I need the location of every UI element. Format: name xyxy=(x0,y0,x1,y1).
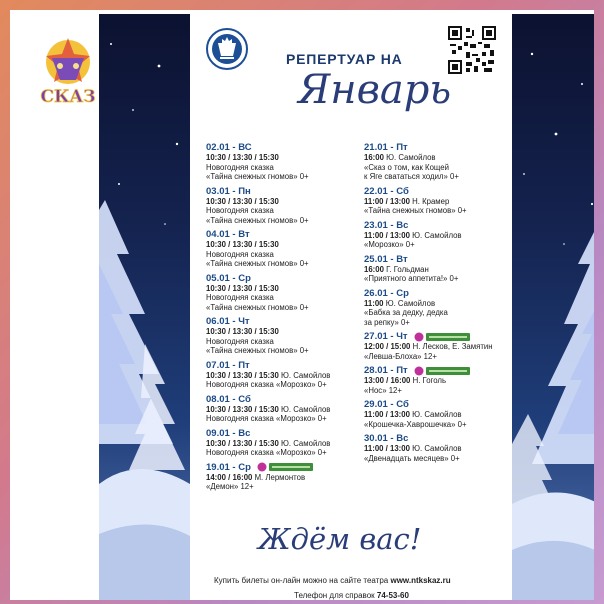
pushkin-card-icon xyxy=(414,332,472,342)
entry-show: «Крошечка-Хаврошечка» 0+ xyxy=(364,419,467,429)
entry-date-text: 26.01 - Ср xyxy=(364,287,409,299)
entry-time: 10:30 / 13:30 / 15:30 xyxy=(206,370,279,380)
entry-show: Новогодняя сказка xyxy=(206,206,274,215)
entry-date xyxy=(364,365,516,376)
entry-times xyxy=(206,405,358,415)
schedule-entry xyxy=(206,186,358,226)
pushkin-card-icon xyxy=(257,462,315,472)
schedule-entry xyxy=(364,365,516,395)
entry-date-text: 23.01 - Вс xyxy=(364,219,409,231)
entry-times xyxy=(364,299,516,309)
entry-date xyxy=(364,220,516,231)
entry-times xyxy=(364,197,516,207)
entry-times xyxy=(206,153,358,163)
entry-date xyxy=(364,433,516,444)
entry-show: Новогодняя сказка «Морозко» 0+ xyxy=(206,448,327,457)
entry-show: «Морозко» 0+ xyxy=(364,240,415,249)
entry-show: Новогодняя сказка xyxy=(206,293,274,302)
entry-date-text: 04.01 - Вт xyxy=(206,229,250,240)
poster-frame xyxy=(10,10,594,600)
entry-show: Новогодняя сказка «Морозко» 0+ xyxy=(206,414,327,423)
entry-time: 10:30 / 13:30 / 15:30 xyxy=(206,327,279,336)
entry-date xyxy=(364,331,516,342)
phone-number: 74-53-60 xyxy=(376,591,409,600)
entry-author: Ю. Самойлов xyxy=(281,404,331,414)
schedule-entry xyxy=(364,254,516,284)
entry-date xyxy=(206,186,358,197)
entry-show: за репку» 0+ xyxy=(364,317,410,327)
entry-date-text: 21.01 - Пт xyxy=(364,142,408,153)
entry-date xyxy=(364,142,516,153)
entry-time: 10:30 / 13:30 / 15:30 xyxy=(206,196,279,206)
schedule-entry xyxy=(206,462,358,492)
entry-times xyxy=(206,371,358,381)
entry-time: 10:30 / 13:30 / 15:30 xyxy=(206,404,279,414)
entry-times xyxy=(364,153,516,163)
month-title: Январь xyxy=(298,67,452,113)
entry-show: «Тайна снежных гномов» 0+ xyxy=(206,259,309,268)
schedule-entry xyxy=(206,428,358,458)
entry-times xyxy=(364,231,516,241)
entry-date-text: 08.01 - Сб xyxy=(206,393,251,405)
entry-times xyxy=(206,439,358,449)
welcome-text: Ждём вас! xyxy=(258,522,422,556)
entry-author: Ю. Самойлов xyxy=(412,410,462,419)
entry-time: 10:30 / 13:30 / 15:30 xyxy=(206,153,279,162)
schedule-entry xyxy=(364,186,516,216)
entry-show: «Тайна снежных гномов» 0+ xyxy=(206,302,309,312)
skaz-logo xyxy=(32,32,104,106)
pushkin-card-icon xyxy=(414,366,472,376)
entry-times xyxy=(206,240,358,250)
entry-time: 11:00 / 13:00 xyxy=(364,196,410,206)
entry-author: Ю. Самойлов xyxy=(412,230,462,240)
entry-date-text: 03.01 - Пн xyxy=(206,185,251,197)
schedule-entry xyxy=(364,433,516,463)
entry-time: 11:00 / 13:00 xyxy=(364,410,410,419)
entry-times xyxy=(206,327,358,337)
entry-time: 16:00 xyxy=(364,264,384,274)
schedule-column-right xyxy=(364,142,516,467)
entry-date xyxy=(206,316,358,327)
schedule-entry xyxy=(364,142,516,182)
entry-times xyxy=(364,410,516,420)
poster-title: РЕПЕРТУАР НА xyxy=(286,51,403,67)
schedule-entry xyxy=(206,229,358,269)
site-link[interactable]: www.ntkskaz.ru xyxy=(390,576,451,585)
qr-code-icon xyxy=(448,26,496,74)
entry-author: Ю. Самойлов xyxy=(412,444,462,453)
entry-date xyxy=(364,254,516,265)
entry-date-text: 29.01 - Сб xyxy=(364,399,409,410)
phone-line xyxy=(294,591,409,600)
entry-time: 12:00 / 15:00 xyxy=(364,342,411,351)
entry-times xyxy=(206,284,358,294)
entry-date-text: 28.01 - Пт xyxy=(364,365,408,376)
entry-times xyxy=(364,342,516,352)
entry-date xyxy=(364,186,516,197)
buy-text: Купить билеты он-лайн можно на сайте театра xyxy=(214,576,389,585)
entry-date xyxy=(364,399,516,410)
entry-show: Новогодняя сказка xyxy=(206,249,274,259)
entry-time: 11:00 / 13:00 xyxy=(364,230,410,240)
phone-label: Телефон для справок xyxy=(294,591,375,600)
entry-time: 14:00 / 16:00 xyxy=(206,472,253,482)
schedule-entry xyxy=(206,316,358,356)
entry-date-text: 06.01 - Чт xyxy=(206,316,250,327)
entry-show: «Сказ о том, как Кощей xyxy=(364,162,449,172)
entry-time: 10:30 / 13:30 / 15:30 xyxy=(206,240,279,249)
entry-date xyxy=(206,229,358,240)
entry-show: «Нос» 12+ xyxy=(364,385,402,395)
entry-date xyxy=(206,462,358,473)
schedule-entry xyxy=(206,394,358,424)
entry-date xyxy=(364,288,516,299)
entry-times xyxy=(364,376,516,386)
entry-date-text: 07.01 - Пт xyxy=(206,359,250,371)
entry-author: Ю. Самойлов xyxy=(385,298,436,308)
theatre-emblem-icon xyxy=(206,28,248,70)
entry-time: 16:00 xyxy=(364,153,384,162)
entry-time: 11:00 xyxy=(364,298,384,308)
entry-show: «Тайна снежных гномов» 0+ xyxy=(206,172,309,181)
entry-date-text: 19.01 - Ср xyxy=(206,461,251,473)
entry-author: Ю. Самойлов xyxy=(386,153,436,162)
entry-show: Новогодняя сказка «Морозко» 0+ xyxy=(206,380,327,389)
entry-date xyxy=(206,360,358,371)
entry-author: Н. Лесков, Е. Замятин xyxy=(412,342,493,351)
winter-scene-left xyxy=(99,14,190,600)
entry-author: Ю. Самойлов xyxy=(281,438,331,448)
entry-times xyxy=(206,473,358,483)
entry-author: Г. Гольдман xyxy=(386,264,429,274)
buy-tickets-line xyxy=(214,576,451,585)
entry-show: «Тайна снежных гномов» 0+ xyxy=(364,206,467,215)
entry-author: Ю. Самойлов xyxy=(281,370,331,380)
entry-date-text: 30.01 - Вс xyxy=(364,433,409,444)
entry-show: «Левша-Блоха» 12+ xyxy=(364,351,437,361)
entry-show: «Тайна снежных гномов» 0+ xyxy=(206,215,309,225)
entry-date-text: 02.01 - ВС xyxy=(206,142,252,153)
entry-show: «Двенадцать месяцев» 0+ xyxy=(364,453,460,463)
entry-date-text: 22.01 - Сб xyxy=(364,185,409,197)
entry-author: Н. Гоголь xyxy=(412,376,447,385)
winter-scene-right xyxy=(512,14,594,600)
entry-times xyxy=(364,265,516,275)
entry-time: 11:00 / 13:00 xyxy=(364,444,410,453)
entry-show: «Приятного аппетита!» 0+ xyxy=(364,274,459,283)
schedule-entry xyxy=(364,220,516,250)
entry-date xyxy=(206,428,358,439)
entry-time: 10:30 / 13:30 / 15:30 xyxy=(206,283,279,293)
entry-date-text: 25.01 - Вт xyxy=(364,253,408,265)
entry-show: «Демон» 12+ xyxy=(206,482,254,491)
entry-time: 13:00 / 16:00 xyxy=(364,376,411,385)
schedule-column-left xyxy=(206,142,358,496)
entry-show: к Яге свататься ходил» 0+ xyxy=(364,172,459,181)
schedule-entry xyxy=(206,273,358,313)
entry-times xyxy=(364,444,516,454)
schedule-entry xyxy=(206,360,358,390)
entry-date xyxy=(206,273,358,284)
repertoire-poster xyxy=(190,14,512,600)
schedule-entry xyxy=(206,142,358,182)
entry-date xyxy=(206,142,358,153)
svg-text:СКАЗ: СКАЗ xyxy=(40,87,96,106)
entry-date-text: 09.01 - Вс xyxy=(206,427,251,439)
entry-date-text: 05.01 - Ср xyxy=(206,272,251,284)
entry-show: Новогодняя сказка xyxy=(206,162,274,172)
entry-author: М. Лермонтов xyxy=(254,472,306,482)
entry-show: «Бабка за дедку, дедка xyxy=(364,308,448,317)
entry-date xyxy=(206,394,358,405)
entry-show: Новогодняя сказка xyxy=(206,336,274,346)
entry-times xyxy=(206,197,358,207)
schedule-entry xyxy=(364,288,516,328)
schedule-entry xyxy=(364,399,516,429)
entry-time: 10:30 / 13:30 / 15:30 xyxy=(206,438,279,448)
entry-show: «Тайна снежных гномов» 0+ xyxy=(206,346,309,355)
entry-date-text: 27.01 - Чт xyxy=(364,331,408,342)
entry-author: Н. Крамер xyxy=(412,196,450,206)
schedule-entry xyxy=(364,331,516,361)
